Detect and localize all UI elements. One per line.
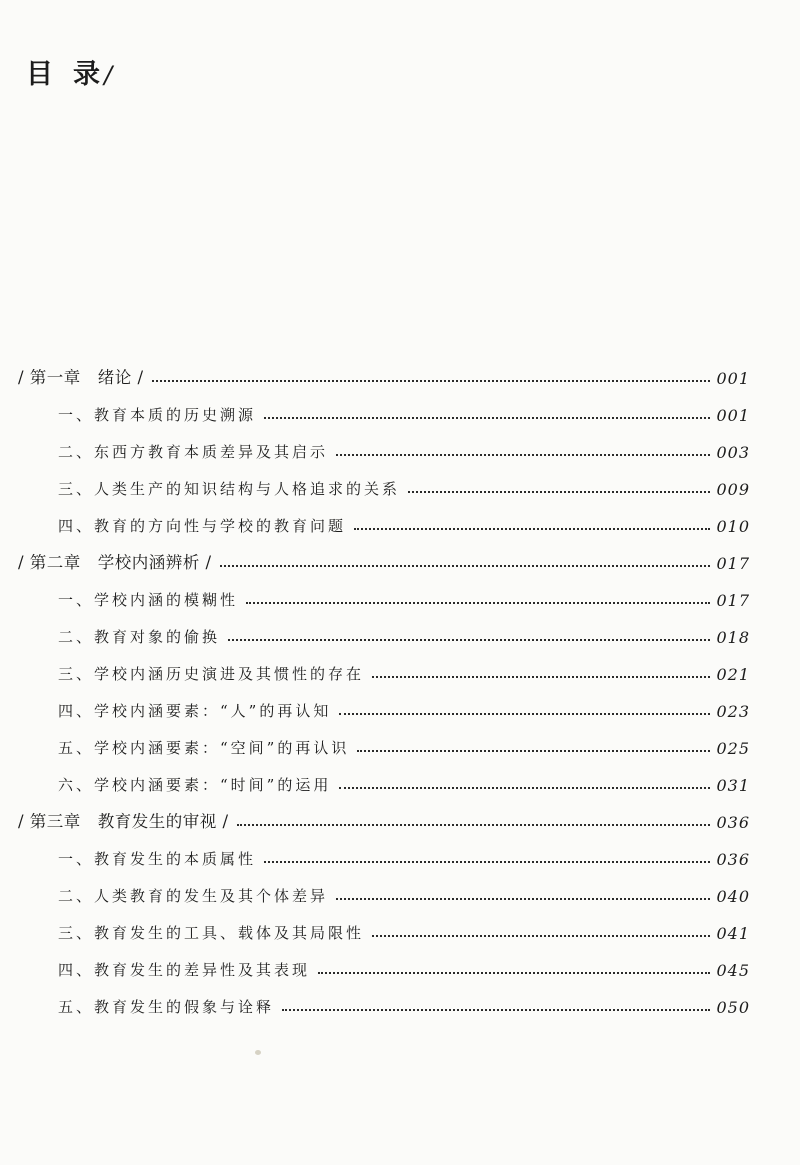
toc-label: 三、教育发生的工具、载体及其局限性 [58,924,365,942]
toc-label: 六、学校内涵要素：“时间”的运用 [58,776,332,794]
toc-label: / 第三章 教育发生的审视 / [18,812,229,831]
toc-label: / 第二章 学校内涵辨析 / [18,553,212,572]
toc-page-number: 036 [716,850,750,869]
toc-page-number: 001 [716,406,750,425]
toc-page-number: 018 [716,628,750,647]
toc-page-number: 041 [716,924,750,943]
dot-leader [372,676,710,678]
toc-section [18,654,750,684]
title-char-2: 录 [73,59,102,90]
toc-label: 二、教育对象的偷换 [58,628,221,646]
toc-page-number: 010 [716,517,750,536]
toc-section [18,765,750,795]
dot-leader [339,713,710,715]
toc-page-number: 040 [716,887,750,906]
toc-label: 五、学校内涵要素：“空间”的再认识 [58,739,350,757]
toc-page-number: 050 [716,998,750,1017]
toc-label: 三、人类生产的知识结构与人格追求的关系 [58,480,401,498]
dot-leader [336,898,710,900]
title-slash: / [104,61,115,89]
dot-leader [318,972,710,974]
dot-leader [246,602,710,604]
toc-section [18,469,750,499]
toc-page-number: 045 [716,961,750,980]
toc-label: 二、人类教育的发生及其个体差异 [58,887,329,905]
toc-page-number: 025 [716,739,750,758]
toc-label: 一、教育本质的历史溯源 [58,406,257,424]
toc-label: 五、教育发生的假象与诠释 [58,998,275,1016]
toc-section [18,728,750,758]
page-title [26,52,114,91]
dot-leader [264,417,710,419]
dot-leader [228,639,710,641]
toc-label: 三、学校内涵历史演进及其惯性的存在 [58,665,365,683]
toc-page-number: 001 [716,369,750,388]
dot-leader [339,787,710,789]
toc-chapter-3 [18,802,750,832]
toc-chapter-2 [18,543,750,573]
toc-page-number: 023 [716,702,750,721]
toc-section [18,876,750,906]
toc-label: / 第一章 绪论 / [18,368,144,387]
dot-leader [282,1009,710,1011]
title-char-1: 目 [26,59,55,90]
toc-section [18,617,750,647]
toc-label: 四、教育的方向性与学校的教育问题 [58,517,347,535]
toc-page-number: 003 [716,443,750,462]
dot-leader [354,528,710,530]
toc-page-number: 036 [716,813,750,832]
toc-section [18,913,750,943]
dot-leader [336,454,710,456]
dot-leader [408,491,710,493]
toc-section [18,506,750,536]
dot-leader [220,565,711,567]
toc-label: 一、学校内涵的模糊性 [58,591,239,609]
toc-label: 二、东西方教育本质差异及其启示 [58,443,329,461]
toc-label: 四、学校内涵要素：“人”的再认知 [58,702,332,720]
dot-leader [357,750,710,752]
dot-leader [152,380,711,382]
toc-section [18,432,750,462]
dot-leader [264,861,710,863]
toc-label: 四、教育发生的差异性及其表现 [58,961,311,979]
toc-page-number: 021 [716,665,750,684]
toc-section [18,395,750,425]
toc-page-number: 009 [716,480,750,499]
toc-page-number: 017 [716,554,750,573]
toc-section [18,839,750,869]
paper-blemish [255,1050,261,1055]
dot-leader [237,824,711,826]
dot-leader [372,935,710,937]
toc-section [18,691,750,721]
toc-chapter-1 [18,358,750,388]
toc-label: 一、教育发生的本质属性 [58,850,257,868]
toc-page-number: 031 [716,776,750,795]
toc-section [18,950,750,980]
toc-page-number: 017 [716,591,750,610]
toc-section [18,580,750,610]
toc-section [18,987,750,1017]
